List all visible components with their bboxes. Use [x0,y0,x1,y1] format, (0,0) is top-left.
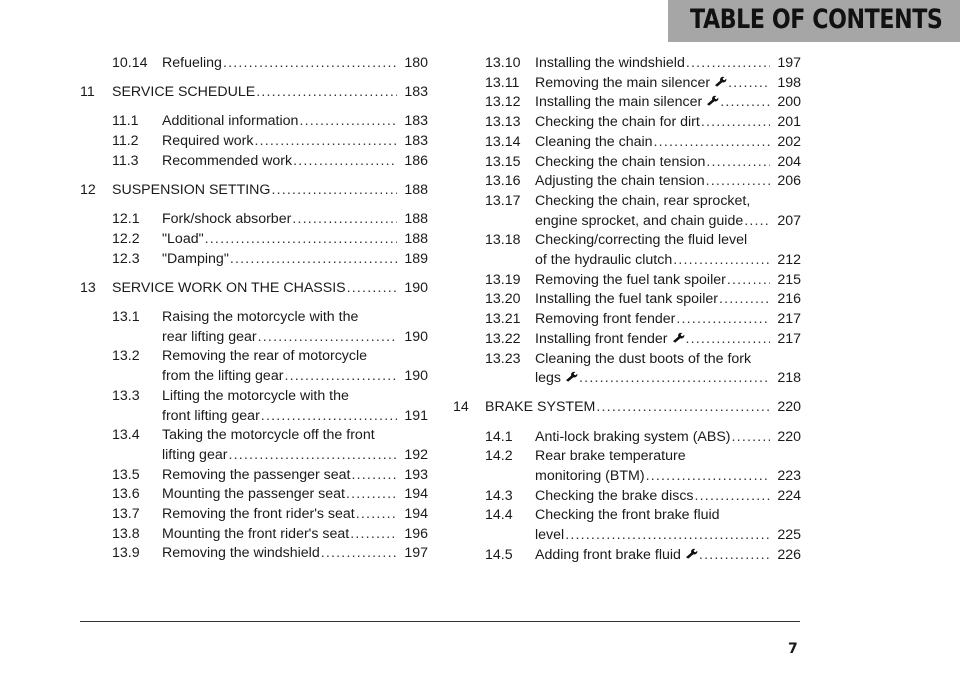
toc-entry-page[interactable]: 197 [777,55,801,71]
toc-entry-page[interactable]: 186 [404,152,428,169]
toc-chapter-entry[interactable] [453,398,801,418]
toc-entry-title-line: Removing the front rider's seat [162,506,355,523]
toc-entry-number: 13.2 [112,348,140,365]
toc-entry[interactable] [80,544,428,564]
toc-entry-title-line: Fork/shock absorber [162,211,292,228]
dot-leader [347,279,397,299]
dot-leader [205,230,397,250]
toc-chapter-entry[interactable] [80,279,428,299]
toc-entry-title-line: Cleaning the dust boots of the fork [535,350,752,367]
toc-entry-page[interactable]: 212 [777,252,801,269]
toc-entry-number: 14.5 [485,546,513,563]
toc-entry[interactable] [453,133,801,153]
toc-entry-number: 11.2 [112,133,139,150]
dot-leader [654,133,770,153]
toc-entry-number: 13.22 [485,330,521,347]
toc-column-left [80,54,428,564]
toc-entry-number: 13.1 [112,309,140,326]
toc-entry-number: 12.3 [112,250,140,267]
toc-entry[interactable] [80,210,428,230]
toc-entry-page[interactable]: 204 [777,153,801,170]
toc-entry[interactable] [453,54,801,74]
page-number: 7 [788,641,798,657]
toc-entry-page[interactable]: 225 [777,527,801,544]
dot-leader [223,54,397,74]
toc-entry-title-line: Installing front fender [535,330,668,347]
wrench-icon [672,330,685,341]
toc-entry-number: 10.14 [112,55,148,71]
toc-entry-title-line: Checking the chain tension [535,153,706,170]
toc-entry-title-line: from the lifting gear [162,368,284,385]
dot-leader [720,93,770,113]
toc-entry-page[interactable]: 218 [777,370,801,387]
dot-leader [346,485,397,505]
toc-entry[interactable] [453,93,801,113]
toc-entry-title-line: Mounting the passenger seat [162,486,345,503]
toc-entry-page[interactable]: 216 [777,291,801,308]
dot-leader [350,525,397,545]
toc-entry-title-line: Raising the motorcycle with the [162,309,359,326]
toc-entry[interactable] [80,308,428,347]
toc-entry-number: 13.23 [485,350,521,367]
dot-leader [352,466,398,486]
toc-entry-title-line: Taking the motorcycle off the front [162,427,375,444]
toc-entry[interactable] [453,153,801,173]
toc-entry-number: 13.14 [485,133,521,150]
toc-entry-number: 13.19 [485,271,521,288]
toc-entry-page[interactable]: 223 [777,468,801,485]
dot-leader [579,369,770,389]
toc-entry-title-line: of the hydraulic clutch [535,252,673,269]
footer-divider [80,621,800,622]
toc-entry[interactable] [453,113,801,133]
toc-entry-number: 13.9 [112,545,140,562]
toc-entry-title-line: Refueling [162,55,222,71]
toc-entry-page[interactable]: 207 [777,212,801,229]
toc-entry-title-line: engine sprocket, and chain guide [535,212,744,229]
toc-entry[interactable] [80,132,428,152]
dot-leader [254,132,397,152]
toc-entry-title-line: monitoring (BTM) [535,468,645,485]
dot-leader [673,251,770,271]
wrench-icon [706,93,719,104]
toc-entry-title-line: Removing the main silencer [535,74,711,91]
toc-entry-number: 13.17 [485,192,521,209]
dot-leader [321,544,397,564]
toc-entry-number: 13.7 [112,506,140,523]
dot-leader [732,428,770,448]
toc-entry[interactable] [80,54,428,74]
toc-entry-title-line: Adding front brake fluid [535,546,681,563]
toc-entry[interactable] [80,387,428,426]
toc-entry-number: 11.1 [112,113,139,130]
dot-leader [284,367,397,387]
toc-column-right [453,54,801,566]
dot-leader [228,446,397,466]
toc-entry-page[interactable]: 188 [404,211,428,228]
toc-entry[interactable] [80,230,428,250]
toc-entry-title-line: Checking the chain, rear sprocket, [535,192,751,209]
toc-entry-number: 13.21 [485,311,521,328]
toc-entry[interactable] [80,250,428,270]
dot-leader [596,398,770,418]
toc-entry-title-line: Checking the front brake fluid [535,507,720,524]
toc-entry-page[interactable]: 196 [404,525,428,542]
toc-entry-title-line: Mounting the front rider's seat [162,525,350,542]
toc-entry-page[interactable]: 194 [404,486,428,503]
toc-entry-title-line: legs [535,370,562,387]
toc-entry-title-line: Additional information [162,113,299,130]
wrench-icon [685,546,698,557]
toc-entry-number: 12 [80,182,96,199]
dot-leader [271,181,397,201]
dot-leader [565,526,770,546]
dot-leader [686,330,771,350]
toc-entry[interactable] [453,172,801,192]
toc-entry-page[interactable]: 183 [404,113,428,130]
toc-entry-title-line: level [535,527,565,544]
toc-entry-title-line: rear lifting gear [162,328,257,345]
toc-entry-title-line: SERVICE SCHEDULE [112,84,256,101]
toc-entry-number: 14.3 [485,487,513,504]
toc-entry-page[interactable]: 202 [777,133,801,150]
toc-entry-title-line: Adjusting the chain tension [535,173,705,190]
toc-entry[interactable] [453,290,801,310]
section-title: TABLE OF CONTENTS [690,4,943,35]
toc-entry-page[interactable]: 183 [404,133,428,150]
toc-entry-page[interactable]: 183 [404,84,428,101]
toc-entry[interactable] [453,506,801,545]
toc-entry-title-line: front lifting gear [162,407,260,424]
toc-entry-number: 13.18 [485,232,521,249]
toc-entry-title-line: BRAKE SYSTEM [485,399,596,416]
toc-entry-title-line: SERVICE WORK ON THE CHASSIS [112,279,346,296]
toc-entry-title-line: lifting gear [162,446,228,463]
toc-entry-title-line: Checking the chain for dirt [535,114,700,131]
toc-entry-title-line: Removing the windshield [162,545,320,562]
toc-entry-page[interactable]: 194 [404,506,428,523]
toc-entry[interactable] [453,428,801,448]
dot-leader [258,328,397,348]
toc-entry-title-line: Installing the windshield [535,55,685,71]
toc-entry-number: 13.6 [112,486,140,503]
toc-entry[interactable] [453,192,801,231]
toc-entry-title-line: "Damping" [162,250,229,267]
toc-entry-title-line: Required work [162,133,254,150]
toc-entry-number: 14.2 [485,448,513,465]
toc-entry-page[interactable]: 206 [777,173,801,190]
toc-entry-number: 14.1 [485,428,513,445]
toc-entry-title-line: Installing the main silencer [535,94,703,111]
toc-entry[interactable] [453,546,801,566]
toc-entry-number: 13.5 [112,466,140,483]
toc-entry-number: 13 [80,279,96,296]
toc-entry-page[interactable]: 215 [777,271,801,288]
toc-entry-page[interactable]: 188 [404,230,428,247]
toc-entry[interactable] [453,271,801,291]
toc-entry-number: 13.4 [112,427,140,444]
toc-entry-number: 14 [453,399,469,416]
toc-entry[interactable] [453,447,801,486]
toc-entry-title-line: Removing the rear of motorcycle [162,348,368,365]
toc-entry-number: 13.20 [485,291,521,308]
dot-leader [701,113,770,133]
toc-entry-page[interactable]: 220 [777,399,801,416]
toc-entry-page[interactable]: 197 [404,545,428,562]
toc-entry-number: 11.3 [112,152,139,169]
toc-entry-page[interactable]: 191 [404,407,428,424]
toc-entry-title-line: "Load" [162,230,204,247]
wrench-icon [565,369,578,380]
toc-entry-page[interactable]: 201 [777,114,801,131]
toc-entry[interactable] [80,505,428,525]
toc-entry-page[interactable]: 193 [404,466,428,483]
dot-leader [261,407,397,427]
toc-entry-title-line: Cleaning the chain [535,133,653,150]
dot-leader [686,54,770,74]
toc-entry-title-line: Checking the brake discs [535,487,694,504]
dot-leader [256,83,397,103]
toc-entry-page[interactable]: 226 [777,546,801,563]
toc-entry-page[interactable]: 189 [404,250,428,267]
toc-chapter-entry[interactable] [80,83,428,103]
toc-entry[interactable] [453,310,801,330]
toc-entry-number: 13.3 [112,387,140,404]
toc-entry[interactable] [80,347,428,386]
dot-leader [727,271,770,291]
toc-entry-page[interactable]: 180 [404,55,428,71]
toc-entry-number: 13.15 [485,153,521,170]
dot-leader [299,112,397,132]
dot-leader [293,152,397,172]
toc-entry-page[interactable]: 190 [404,328,428,345]
dot-leader [695,487,770,507]
toc-entry[interactable] [80,152,428,172]
toc-entry-title-line: Recommended work [162,152,293,169]
toc-entry[interactable] [453,487,801,507]
toc-entry-page[interactable]: 190 [404,279,428,296]
toc-entry-number: 13.10 [485,55,521,71]
toc-entry-number: 12.1 [112,211,140,228]
toc-entry-page[interactable]: 192 [404,446,428,463]
toc-entry-number: 13.12 [485,94,521,111]
toc-entry[interactable] [453,231,801,270]
toc-entry[interactable] [453,330,801,350]
toc-entry-title-line: Anti-lock braking system (ABS) [535,428,731,445]
toc-entry-number: 11 [80,84,95,101]
dot-leader [706,153,770,173]
toc-entry[interactable] [453,74,801,94]
dot-leader [719,290,770,310]
toc-entry-title-line: Checking/correcting the fluid level [535,232,748,249]
section-header-banner [668,0,960,42]
toc-entry-title-line: SUSPENSION SETTING [112,182,271,199]
dot-leader [676,310,770,330]
toc-entry[interactable] [80,112,428,132]
wrench-icon [714,74,727,85]
toc-entry-page[interactable]: 220 [777,428,801,445]
toc-entry-page[interactable]: 217 [777,330,801,347]
toc-entry-page[interactable]: 200 [777,94,801,111]
toc-entry-number: 13.16 [485,173,521,190]
dot-leader [230,250,397,270]
toc-entry-title-line: Lifting the motorcycle with the [162,387,349,404]
toc-entry-number: 13.13 [485,114,521,131]
dot-leader [744,212,770,232]
toc-entry-page[interactable]: 217 [777,311,801,328]
toc-entry[interactable] [80,485,428,505]
dot-leader [728,74,770,94]
toc-entry[interactable] [80,525,428,545]
toc-entry[interactable] [80,466,428,486]
toc-entry-title-line: Removing the passenger seat [162,466,351,483]
toc-entry[interactable] [453,350,801,389]
toc-entry-page[interactable]: 190 [404,368,428,385]
dot-leader [292,210,397,230]
dot-leader [699,546,770,566]
toc-chapter-entry[interactable] [80,181,428,201]
toc-entry-title-line: Removing the fuel tank spoiler [535,271,726,288]
dot-leader [356,505,397,525]
toc-entry-title-line: Rear brake temperature [535,448,686,465]
toc-entry[interactable] [80,426,428,465]
toc-entry-page[interactable]: 198 [777,74,801,91]
dot-leader [706,172,770,192]
toc-entry-number: 12.2 [112,230,140,247]
toc-entry-page[interactable]: 188 [404,182,428,199]
toc-entry-number: 13.11 [485,74,520,91]
toc-entry-number: 14.4 [485,507,513,524]
toc-entry-page[interactable]: 224 [777,487,801,504]
toc-entry-title-line: Installing the fuel tank spoiler [535,291,718,308]
dot-leader [646,467,770,487]
toc-entry-number: 13.8 [112,525,140,542]
toc-entry-title-line: Removing front fender [535,311,676,328]
